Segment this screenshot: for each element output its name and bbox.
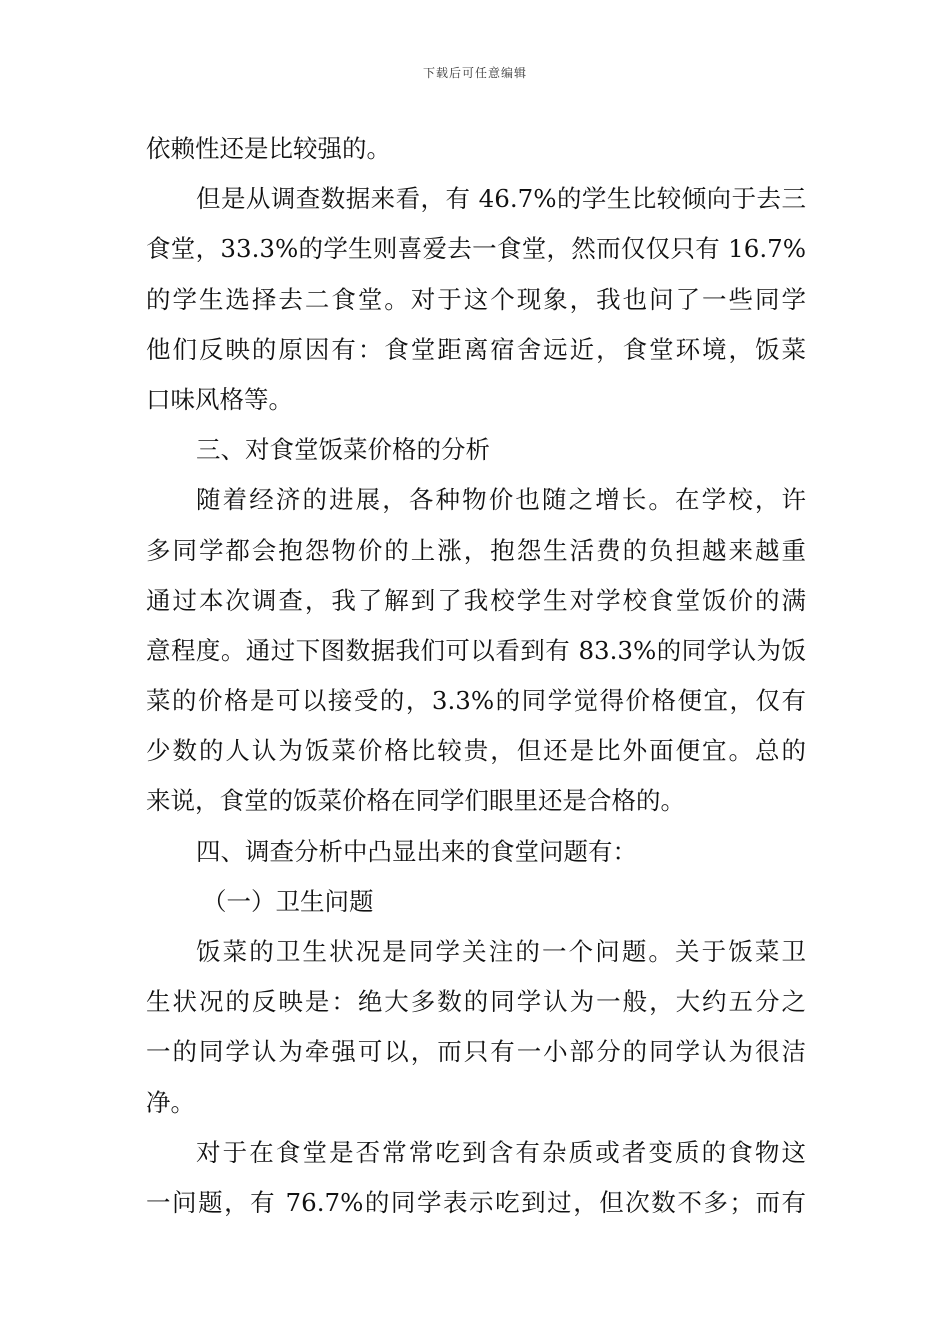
- text-line: 菜的价格是可以接受的，3.3%的同学觉得价格便宜，仅有: [146, 686, 806, 716]
- document-body: [146, 124, 806, 1228]
- text-line: 他们反映的原因有：食堂距离宿舍远近，食堂环境，饭菜: [146, 334, 806, 364]
- text-line: 依赖性还是比较强的。: [146, 134, 391, 163]
- text-line: 来说，食堂的饭菜价格在同学们眼里还是合格的。: [146, 786, 685, 816]
- text-line: 饭菜的卫生状况是同学关注的一个问题。关于饭菜卫: [196, 937, 806, 966]
- subsection-heading: （一）卫生问题: [202, 886, 374, 916]
- section-heading: 三、对食堂饭菜价格的分析: [196, 435, 490, 465]
- text-line: 少数的人认为饭菜价格比较贵，但还是比外面便宜。总的: [146, 736, 806, 766]
- text-line: 的学生选择去二食堂。对于这个现象，我也问了一些同学: [146, 284, 806, 314]
- text-line: 随着经济的进展，各种物价也随之增长。在学校，许: [196, 485, 806, 515]
- text-line: 食堂，33.3%的学生则喜爱去一食堂，然而仅仅只有 16.7%: [146, 234, 806, 264]
- text-line: 对于在食堂是否常常吃到含有杂质或者变质的食物这: [196, 1137, 806, 1167]
- text-line: 生状况的反映是：绝大多数的同学认为一般，大约五分之: [146, 987, 806, 1017]
- text-line: 通过本次调查，我了解到了我校学生对学校食堂饭价的满: [146, 585, 806, 615]
- text-line: 净。: [146, 1087, 195, 1117]
- section-heading: 四、调查分析中凸显出来的食堂问题有：: [196, 836, 637, 866]
- text-line: 口味风格等。: [146, 384, 293, 414]
- text-line: 意程度。通过下图数据我们可以看到有 83.3%的同学认为饭: [146, 635, 806, 665]
- text-line: 但是从调查数据来看，有 46.7%的学生比较倾向于去三: [196, 184, 806, 214]
- header-note: 下载后可任意编辑: [422, 66, 527, 80]
- text-line: 一问题，有 76.7%的同学表示吃到过，但次数不多；而有: [146, 1187, 806, 1217]
- text-line: 多同学都会抱怨物价的上涨，抱怨生活费的负担越来越重: [146, 535, 806, 565]
- text-line: 一的同学认为牵强可以，而只有一小部分的同学认为很洁: [146, 1037, 806, 1067]
